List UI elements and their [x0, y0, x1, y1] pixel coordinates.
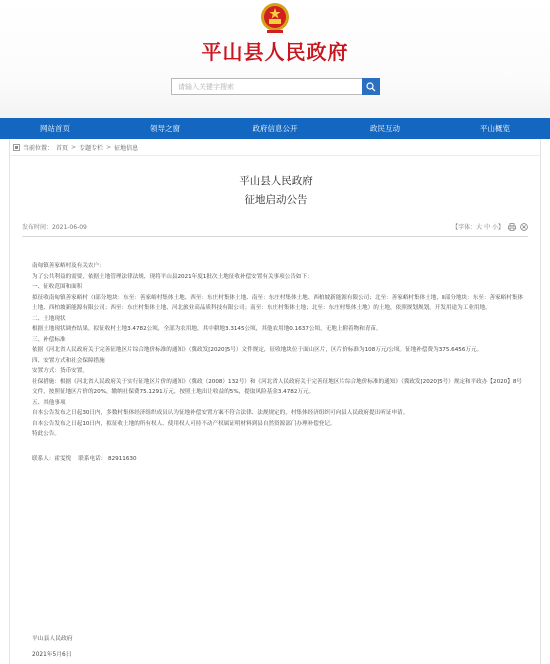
article-title-line2: 征地启动公告 [244, 194, 308, 206]
paragraph-compensation: 依据《河北省人民政府关于完善征地区片综合地价标准的通知》（冀政发[2020]5号）文件规定，征收地块位于面山区片，区片价标准为108万元/公顷。征地补偿费为375.6456万元。 [32, 347, 483, 353]
breadcrumb-separator: > [71, 144, 77, 151]
paragraph-salutation: 南甸镇善家峪村及有关农户： [32, 263, 105, 269]
contact-person: 联系人：霍雯悦 [32, 455, 72, 462]
breadcrumb-land[interactable]: 征地信息 [114, 145, 139, 152]
nav-item-home[interactable]: 网站首页 [40, 124, 70, 133]
nav-item-overview[interactable]: 平山概览 [480, 124, 510, 133]
font-size-selector[interactable]: 【字体：大 中 小】 [452, 224, 504, 231]
meta-divider [22, 236, 528, 237]
section-heading-status: 二、土地现状 [32, 315, 66, 322]
publish-date: 发布时间：2021-06-09 [22, 224, 87, 231]
site-header [0, 0, 550, 118]
section-heading-scope: 一、征收范围和面积 [32, 284, 83, 290]
article-tools [452, 222, 528, 231]
paragraph-closing: 特此公告。 [32, 431, 60, 437]
paragraph-intro: 为了公共利益的需要，依据土地管理法律法规，现将平山县2021年度1批次土地征收补偿安置有关事项公告如下： [32, 273, 313, 280]
close-icon[interactable] [520, 223, 528, 231]
paragraph-status: 根据土地现状调查结果，拟征收村土地3.4782公顷，全部为农用地，其中耕地3.3145公顷，其他农用地0.1637公顷，无地上附着物和青苗。 [32, 326, 382, 332]
contact-phone: 联系电话： 82911630 [78, 455, 137, 462]
nav-item-gov-info[interactable]: 政府信息公开 [252, 124, 298, 133]
main-nav [0, 118, 550, 139]
signature-date: 2021年5月6日 [32, 652, 72, 658]
nav-item-leaders[interactable]: 领导之窗 [150, 124, 180, 133]
paragraph-social-security: 社保措施：根据《河北省人民政府关于实行征地区片价的通知》（冀政（2008）132号）和《河北省人民政府关于完善征地区片综合地价标准的通知》（冀政发[2020]5号）规定和平政办【2020】8号文件，按照征地区片价的20%，缴纳社保费75.1291万元，按照土地出让收益的5%，提取风险基金3.4782万元。 [32, 378, 522, 395]
paragraph-other-1: 自本公告发布之日起30日内，多数村集体经济组织成员认为征地补偿安置方案不符合法律、法规规定的，村集体经济组织可向县人民政府提出听证申请。 [32, 410, 409, 416]
breadcrumb-topics[interactable]: 专题专栏 [79, 145, 104, 152]
breadcrumb-prefix: 当前位置： [23, 145, 54, 152]
paragraph-resettlement: 安置方式：货币安置。 [32, 368, 88, 374]
search-button[interactable] [362, 78, 380, 95]
print-icon[interactable] [508, 223, 516, 231]
search-input[interactable]: 请输入关键字搜索 [171, 78, 363, 95]
breadcrumb-separator: > [106, 144, 112, 151]
breadcrumb-home[interactable]: 首页 [56, 145, 69, 152]
nav-item-interaction[interactable]: 政民互动 [370, 124, 400, 133]
paragraph-scope: 拟征收南甸镇善家峪村（Ⅰ部分地块：东至：善家峪村集体土地、西至：东庄村集体土地、南至：东庄村集体土地、西柏坡新能源有限公司；北至：善家峪村集体土地，Ⅱ部分地块：东至：善家峪村集体土地、西柏坡新能源有限公司；西至：东庄村集体土地、河北旅业高品质科技有限公司；南至：东庄村集体土地；北至：东庄村集体土地）的土地，依照规划规划，开发用途为工业用地。 [32, 294, 524, 311]
section-heading-resettlement: 四、安置方式和社会保障措施 [32, 357, 105, 364]
breadcrumb [13, 143, 138, 152]
article-title-line1: 平山县人民政府 [239, 175, 313, 187]
section-heading-other: 五、其他事项 [32, 399, 66, 406]
contact-line [32, 454, 526, 465]
search-icon [366, 82, 376, 92]
paragraph-other-2: 自本公告发布之日起10日内，拟征收土地的所有权人、使用权人可持不动产权属证明材料到县自然资源部门办理补偿登记。 [32, 420, 336, 427]
section-heading-compensation: 三、补偿标准 [32, 336, 66, 343]
national-emblem-icon [258, 2, 292, 34]
location-icon [13, 144, 20, 151]
signature-org: 平山县人民政府 [32, 636, 73, 642]
article-container [9, 139, 541, 664]
article-body [32, 261, 526, 464]
article-meta [22, 222, 528, 234]
breadcrumb-divider [10, 155, 540, 156]
site-title: 平山县人民政府 [201, 40, 349, 64]
